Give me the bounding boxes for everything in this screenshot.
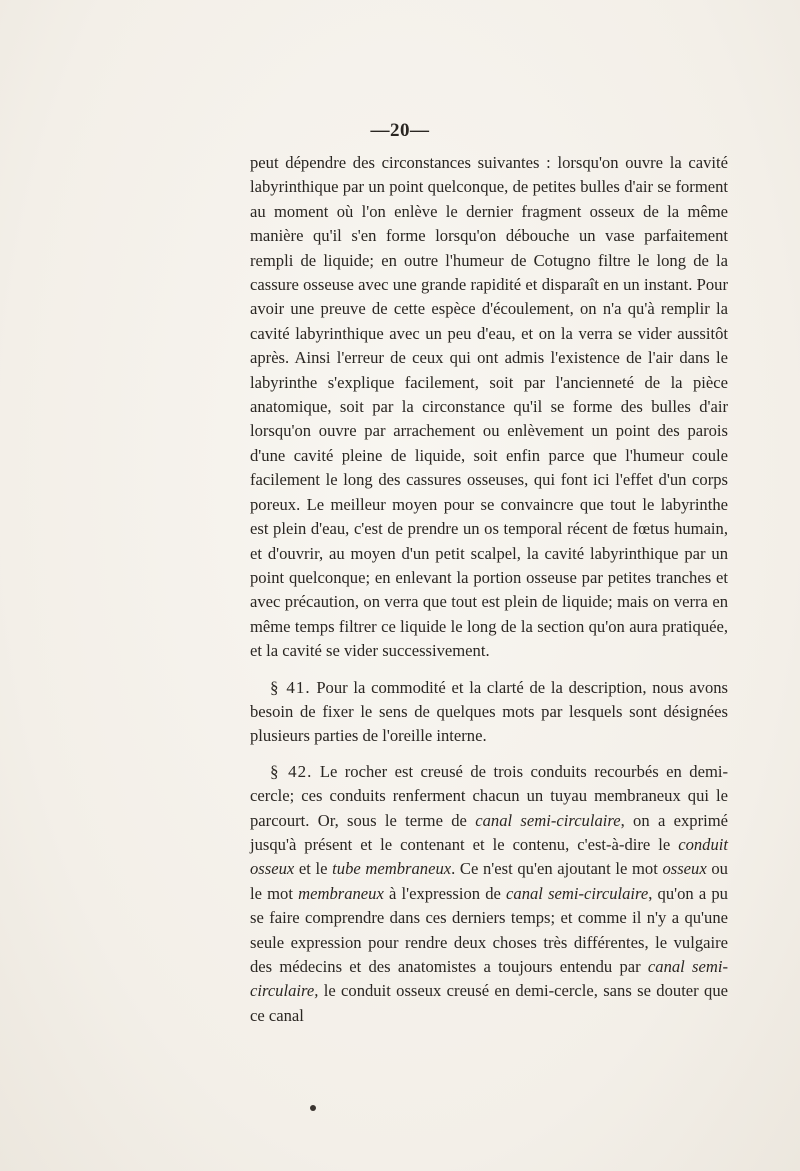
italic-term: osseux xyxy=(662,859,707,879)
section-42 xyxy=(250,760,728,1028)
section-41-number: § 41. xyxy=(270,677,311,697)
section-42-text: le conduit osseux creusé en demi-cercle, sans se douter que ce canal xyxy=(250,981,728,1025)
italic-term: canal semi-circulaire, xyxy=(250,957,728,1001)
section-42-number: § 42. xyxy=(270,761,313,781)
section-41-text: Pour la commodité et la clarté de la description, nous avons besoin de fixer le sens de quelques mots par lesquels sont désignées plusieurs parties de l'oreille interne. xyxy=(250,677,728,746)
section-42-text: et le xyxy=(298,859,328,879)
paragraph-continued: peut dépendre des circonstances suivantes : lorsqu'on ouvre la cavité labyrinthique par un point quelconque, de petites bulles d'air se forment au moment où l'on enlève le dernier fragment osseux de la même manière qu'il s'en forme lorsqu'on débouche un vase parfaitement rempli de liquide; en outre l'humeur de Cotugno filtre le long de la cassure osseuse avec une grande rapidité et disparaît en un instant. Pour avoir une preuve de cette espèce d'écoulement, on n'a qu'à remplir la cavité labyrinthique avec un peu d'eau, et on la verra se vider aussitôt après. Ainsi l'erreur de ceux qui ont admis l'existence de l'air dans le labyrinthe s'explique facilement, soit par l'ancienneté de la pièce anatomique, soit par la circonstance qu'il se forme des bulles d'air lorsqu'on ouvre par arrachement ou enlèvement un point des parois d'une cavité pleine de liquide, soit enfin parce que l'humeur coule facilement le long des cassures osseuses, qui font ici l'effet d'un corps poreux. Le meilleur moyen pour se convaincre que tout le labyrinthe est plein d'eau, c'est de prendre un os temporal récent de fœtus humain, et d'ouvrir, au moyen d'un petit scalpel, la cavité labyrinthique par un point quelconque; en enlevant la portion osseuse par petites tranches et avec précaution, on verra que tout est plein de liquide; mais on verra en même temps filtrer ce liquide le long de la section qu'on aura pratiquée, et la cavité se vider successivement. xyxy=(250,153,728,661)
section-42-text: ou le mot xyxy=(250,859,728,903)
page-number: —20— xyxy=(370,120,430,141)
section-42-text: Le rocher est creusé de trois conduits recourbés en demi-cercle; ces conduits renferment chacun un tuyau membraneux qui le parcourt. Or, sous le terme de xyxy=(250,761,729,830)
section-42-text: , on a exprimé jusqu'à présent et le contenant et le contenu, c'est-à-dire le xyxy=(250,810,728,854)
section-41 xyxy=(250,676,728,749)
section-42-text: . Ce n'est qu'en ajoutant le mot xyxy=(451,859,658,879)
section-42-text: à l'expression de xyxy=(388,883,501,903)
italic-term: canal semi-circulaire xyxy=(506,883,649,903)
italic-term: membraneux xyxy=(298,883,384,903)
italic-term: canal semi-circulaire xyxy=(475,810,621,830)
ink-spot xyxy=(310,1105,316,1111)
section-42-text: , qu'on a pu se faire comprendre dans ces derniers temps; et comme il n'y a qu'une seule expression pour rendre deux choses très différentes, le vulgaire des médecins et des anatomistes a toujours entendu par xyxy=(250,883,728,976)
italic-term: tube membraneux xyxy=(332,859,452,879)
body-text xyxy=(250,151,728,1028)
italic-term: conduit osseux xyxy=(250,834,728,879)
